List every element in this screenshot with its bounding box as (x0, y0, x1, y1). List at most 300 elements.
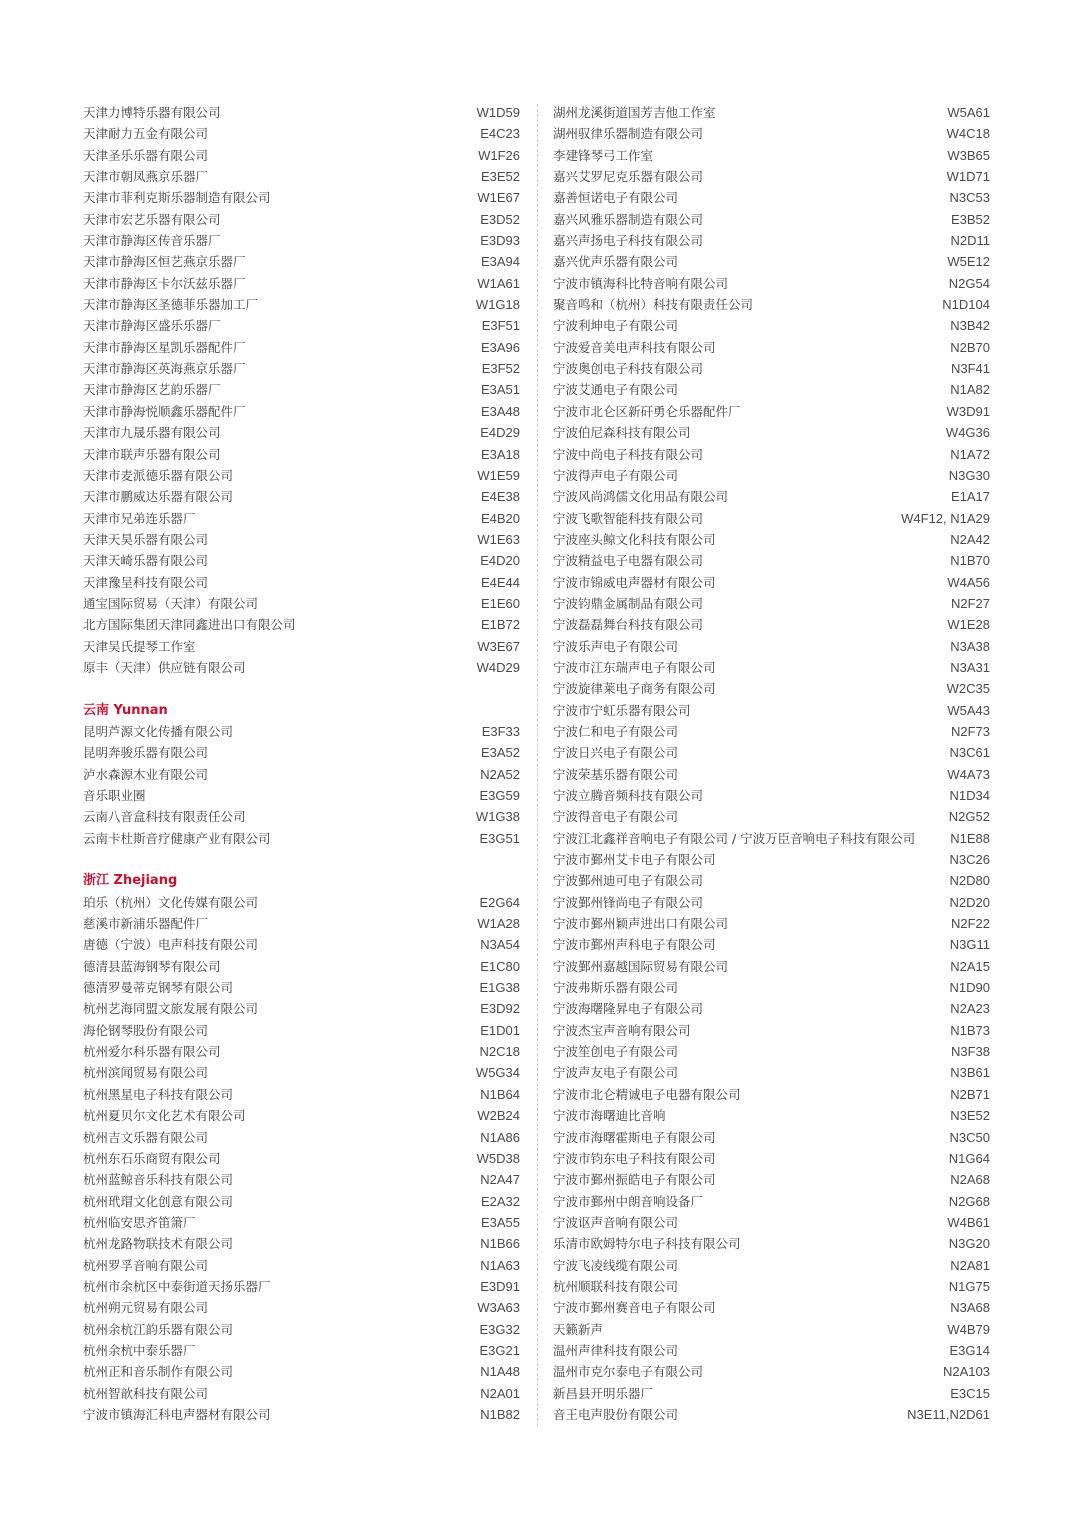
exhibitor-name: 天津天昊乐器有限公司 (83, 531, 209, 547)
exhibitor-name: 天籁新声 (553, 1321, 604, 1337)
booth-number: W4D29 (476, 659, 520, 675)
exhibitor-row (83, 1297, 520, 1318)
exhibitor-name: 云南八音盒科技有限责任公司 (83, 809, 246, 825)
booth-number: E3A94 (480, 254, 520, 270)
exhibitor-name: 昆明芦源文化传播有限公司 (83, 723, 234, 739)
exhibitor-row (553, 209, 990, 230)
booth-number: N2A42 (950, 531, 990, 547)
exhibitor-row (553, 614, 990, 635)
exhibitor-row (553, 742, 990, 763)
booth-number: N3A38 (950, 638, 990, 654)
exhibitor-name: 宁波钧鼎金属制品有限公司 (553, 595, 704, 611)
exhibitor-name: 杭州东石乐商贸有限公司 (83, 1150, 221, 1166)
booth-number: N1A82 (950, 382, 990, 398)
booth-number: N2F22 (950, 916, 990, 932)
exhibitor-row (83, 614, 520, 635)
exhibitor-row (553, 422, 990, 443)
exhibitor-name: 天津市静海区恒艺燕京乐器厂 (83, 254, 246, 270)
exhibitor-row (553, 379, 990, 400)
exhibitor-row (553, 337, 990, 358)
exhibitor-row (553, 1319, 990, 1340)
exhibitor-name: 宁波声友电子有限公司 (553, 1065, 679, 1081)
booth-number: N1B82 (480, 1406, 520, 1422)
booth-number: E3C15 (950, 1385, 990, 1401)
booth-number: N2A52 (480, 766, 520, 782)
exhibitor-name: 唐德（宁波）电声科技有限公司 (83, 937, 259, 953)
exhibitor-name: 天津市鹏威达乐器有限公司 (83, 489, 234, 505)
booth-number: W2B24 (477, 1108, 520, 1124)
exhibitor-name: 宁波伯尼森科技有限公司 (553, 425, 691, 441)
exhibitor-name: 天津市静海区英海燕京乐器厂 (83, 361, 246, 377)
exhibitor-row (553, 1020, 990, 1041)
exhibitor-name: 宁波立腾音频科技有限公司 (553, 788, 704, 803)
booth-number: E4E44 (480, 574, 520, 590)
exhibitor-row (553, 1191, 990, 1212)
exhibitor-name: 杭州夏贝尔文化艺术有限公司 (83, 1108, 246, 1124)
booth-number: E3G32 (479, 1321, 520, 1337)
zhejiang-exhibitor-list (83, 892, 520, 1426)
exhibitor-row (83, 1191, 520, 1212)
exhibitor-row (553, 956, 990, 977)
booth-number: N1A72 (950, 446, 990, 462)
exhibitor-name: 音王电声股份有限公司 (553, 1406, 679, 1422)
zhejiang-heading: 浙江 Zhejiang (83, 873, 178, 889)
booth-number: N3E52 (950, 1108, 990, 1124)
exhibitor-row (83, 294, 520, 315)
exhibitor-name: 乐清市欧姆特尔电子科技有限公司 (553, 1236, 741, 1252)
exhibitor-row (553, 294, 990, 315)
exhibitor-name: 宁波市鄞州中朗音响设备厂 (553, 1193, 704, 1209)
booth-number: W1A28 (477, 916, 520, 932)
exhibitor-name: 宁波中尚电子科技有限公司 (553, 446, 704, 462)
exhibitor-row (553, 251, 990, 272)
exhibitor-row (553, 444, 990, 465)
booth-number: E3A18 (480, 446, 520, 462)
booth-number: W1A61 (477, 275, 520, 291)
exhibitor-row (83, 1084, 520, 1105)
exhibitor-name: 宁波市宁虹乐器有限公司 (553, 702, 691, 718)
booth-number: N1B73 (950, 1022, 990, 1038)
booth-number: N2G54 (948, 275, 990, 291)
exhibitor-name: 天津市兄弟连乐器厂 (83, 510, 196, 526)
booth-number: N2A15 (950, 958, 990, 974)
exhibitor-name: 宁波得音电子有限公司 (553, 809, 679, 825)
exhibitor-name: 宁波市鄞州声科电子有限公司 (553, 937, 716, 953)
exhibitor-name: 宁波市锦威电声器材有限公司 (553, 574, 716, 590)
exhibitor-name: 宁波市北仑区新矸勇仑乐器配件厂 (553, 403, 741, 419)
booth-number: E3G51 (479, 830, 520, 846)
exhibitor-row (83, 1062, 520, 1083)
exhibitor-row (553, 1212, 990, 1233)
booth-number: W5G34 (475, 1065, 520, 1081)
exhibitor-row (83, 742, 520, 763)
exhibitor-row (83, 1212, 520, 1233)
exhibitor-name: 宁波利坤电子有限公司 (553, 318, 679, 334)
exhibitor-name: 宁波市鄞州振皓电子有限公司 (553, 1172, 716, 1188)
booth-number: E3G14 (949, 1342, 990, 1358)
booth-number: E2A32 (480, 1193, 520, 1209)
exhibitor-name: 天津力博特乐器有限公司 (83, 105, 221, 120)
exhibitor-row (83, 102, 520, 123)
booth-number: N2A47 (480, 1172, 520, 1188)
booth-number: W2C35 (946, 681, 990, 697)
exhibitor-name: 珀乐（杭州）文化传媒有限公司 (83, 894, 259, 910)
booth-number: W1G38 (475, 809, 520, 825)
exhibitor-name: 嘉兴声扬电子科技有限公司 (553, 233, 704, 249)
exhibitor-name: 杭州蓝鲸音乐科技有限公司 (83, 1172, 234, 1188)
exhibitor-name: 宁波精益电子电器有限公司 (553, 553, 704, 569)
exhibitor-name: 杭州正和音乐制作有限公司 (83, 1364, 234, 1380)
section-spacer (83, 849, 520, 870)
exhibitor-row (553, 913, 990, 934)
exhibitor-name: 泸水森源木业有限公司 (83, 766, 209, 782)
exhibitor-name: 宁波仁和电子有限公司 (553, 723, 679, 739)
yunnan-exhibitor-list (83, 721, 520, 849)
booth-number: E3F33 (481, 723, 520, 739)
booth-number: W4B79 (947, 1321, 990, 1337)
booth-number: N2F73 (950, 723, 990, 739)
exhibitor-name: 宁波市镇海科比特音响有限公司 (553, 275, 729, 291)
exhibitor-name: 海伦钢琴股份有限公司 (83, 1022, 209, 1038)
exhibitor-row (83, 486, 520, 507)
exhibitor-row (553, 1404, 990, 1425)
exhibitor-name: 杭州余杭中泰乐器厂 (83, 1342, 196, 1358)
booth-number: N2D11 (950, 233, 990, 249)
exhibitor-row (553, 700, 990, 721)
exhibitor-name: 音乐职业圈 (83, 788, 146, 803)
exhibitor-row (553, 486, 990, 507)
exhibitor-row (83, 1255, 520, 1276)
exhibitor-name: 杭州玳瑁文化创意有限公司 (83, 1193, 234, 1209)
exhibitor-row (553, 166, 990, 187)
booth-number: E3A48 (480, 403, 520, 419)
exhibitor-name: 宁波鄞州锋尚电子有限公司 (553, 894, 704, 910)
exhibitor-name: 宁波讴声音响有限公司 (553, 1214, 679, 1230)
exhibitor-name: 德清县蓝海钢琴有限公司 (83, 958, 221, 974)
booth-number: E3G21 (479, 1342, 520, 1358)
exhibitor-row (553, 1062, 990, 1083)
exhibitor-name: 宁波市鄞州赛音电子有限公司 (553, 1300, 716, 1316)
exhibitor-name: 新昌县开明乐器厂 (553, 1385, 654, 1401)
exhibitor-row (553, 529, 990, 550)
booth-number: W1E67 (477, 190, 520, 206)
exhibitor-row (83, 1233, 520, 1254)
exhibitor-name: 杭州滨闻贸易有限公司 (83, 1065, 209, 1081)
booth-number: E3F52 (481, 361, 520, 377)
exhibitor-name: 宁波市钧东电子科技有限公司 (553, 1150, 716, 1166)
exhibitor-row (83, 721, 520, 742)
exhibitor-name: 宁波弗斯乐器有限公司 (553, 980, 679, 996)
exhibitor-name: 昆明奔骏乐器有限公司 (83, 745, 209, 761)
exhibitor-row (553, 998, 990, 1019)
booth-number: N3C50 (949, 1129, 990, 1145)
booth-number: W5D38 (476, 1150, 520, 1166)
booth-number: N1D90 (949, 980, 990, 996)
yunnan-heading: 云南 Yunnan (83, 702, 168, 718)
booth-number: N2G68 (948, 1193, 990, 1209)
booth-number: E4D29 (480, 425, 520, 441)
booth-number: E3F51 (481, 318, 520, 334)
zhejiang-exhibitor-list-continued (553, 102, 990, 1425)
exhibitor-row (83, 998, 520, 1019)
booth-number: W3B65 (947, 147, 990, 163)
exhibitor-name: 杭州市余杭区中泰街道天扬乐器厂 (83, 1278, 271, 1294)
exhibitor-name: 天津市静海区圣德菲乐器加工厂 (83, 297, 259, 313)
booth-number: W5A61 (947, 105, 990, 120)
booth-number: E3G59 (479, 788, 520, 803)
booth-number: W4B61 (947, 1214, 990, 1230)
exhibitor-name: 天津市静海区星凯乐器配件厂 (83, 339, 246, 355)
exhibitor-row (83, 209, 520, 230)
booth-number: W1E28 (947, 617, 990, 633)
booth-number: N1D34 (949, 788, 990, 803)
exhibitor-name: 天津市静海区盛乐乐器厂 (83, 318, 221, 334)
exhibitor-row (553, 1105, 990, 1126)
exhibitor-row (83, 444, 520, 465)
exhibitor-name: 天津市静海悦顺鑫乐器配件厂 (83, 403, 246, 419)
exhibitor-name: 嘉兴优声乐器有限公司 (553, 254, 679, 270)
exhibitor-row (553, 315, 990, 336)
exhibitor-row (553, 230, 990, 251)
exhibitor-row (83, 508, 520, 529)
exhibitor-name: 宁波荣基乐器有限公司 (553, 766, 679, 782)
exhibitor-name: 宁波乐声电子有限公司 (553, 638, 679, 654)
booth-number: N2D20 (949, 894, 990, 910)
exhibitor-row (83, 1340, 520, 1361)
exhibitor-name: 宁波市北仑精诚电子电器有限公司 (553, 1086, 741, 1102)
exhibitor-row (553, 1084, 990, 1105)
booth-number: N3A68 (950, 1300, 990, 1316)
booth-number: W5E12 (947, 254, 990, 270)
exhibitor-name: 宁波得声电子有限公司 (553, 467, 679, 483)
booth-number: W4A73 (947, 766, 990, 782)
column-divider (537, 104, 538, 1426)
exhibitor-name: 宁波奥创电子科技有限公司 (553, 361, 704, 377)
exhibitor-name: 宁波磊磊舞台科技有限公司 (553, 617, 704, 633)
booth-number: N2A103 (943, 1364, 990, 1380)
exhibitor-row (83, 1127, 520, 1148)
exhibitor-name: 温州市克尔泰电子有限公司 (553, 1364, 704, 1380)
exhibitor-name: 天津天崎乐器有限公司 (83, 553, 209, 569)
exhibitor-row (83, 1020, 520, 1041)
exhibitor-name: 宁波市鄞州颖声进出口有限公司 (553, 916, 729, 932)
exhibitor-row (83, 251, 520, 272)
booth-number: N1A86 (480, 1129, 520, 1145)
exhibitor-row (83, 230, 520, 251)
booth-number: N3G30 (948, 467, 990, 483)
exhibitor-row (553, 892, 990, 913)
exhibitor-name: 云南卡杜斯音疗健康产业有限公司 (83, 830, 271, 846)
booth-number: E3A52 (480, 745, 520, 761)
booth-number: W3A63 (477, 1300, 520, 1316)
booth-number: W4A56 (947, 574, 990, 590)
booth-number: N3C53 (949, 190, 990, 206)
exhibitor-row (553, 123, 990, 144)
booth-number: N1A63 (480, 1257, 520, 1273)
exhibitor-row (83, 806, 520, 827)
exhibitor-name: 宁波市海曙迪比音响 (553, 1108, 666, 1124)
exhibitor-name: 杭州余杭江韵乐器有限公司 (83, 1321, 234, 1337)
exhibitor-name: 宁波飞凌线缆有限公司 (553, 1257, 679, 1273)
booth-number: E3D92 (480, 1001, 520, 1017)
exhibitor-row (553, 102, 990, 123)
exhibitor-row (83, 956, 520, 977)
exhibitor-row (83, 401, 520, 422)
tianjin-exhibitor-list (83, 102, 520, 678)
exhibitor-name: 天津市静海区传音乐器厂 (83, 233, 221, 249)
exhibitor-row (83, 1105, 520, 1126)
exhibitor-row (83, 913, 520, 934)
right-column (553, 102, 990, 1425)
exhibitor-name: 天津市联声乐器有限公司 (83, 446, 221, 462)
booth-number: N3G20 (948, 1236, 990, 1252)
exhibitor-name: 天津豫呈科技有限公司 (83, 574, 209, 590)
exhibitor-row (553, 1340, 990, 1361)
booth-number: E1E60 (480, 595, 520, 611)
exhibitor-row (83, 785, 520, 806)
exhibitor-name: 天津市麦派德乐器有限公司 (83, 467, 234, 483)
exhibitor-row (553, 934, 990, 955)
exhibitor-row (553, 401, 990, 422)
exhibitor-row (553, 593, 990, 614)
exhibitor-row (553, 657, 990, 678)
booth-number: N3A54 (480, 937, 520, 953)
booth-number: W1G18 (475, 297, 520, 313)
booth-number: W5A43 (947, 702, 990, 718)
booth-number: E4B20 (480, 510, 520, 526)
booth-number: N1B64 (480, 1086, 520, 1102)
exhibitor-name: 天津市静海区卡尔沃兹乐器厂 (83, 275, 246, 291)
booth-number: E3B52 (950, 211, 990, 227)
section-spacer (83, 678, 520, 699)
exhibitor-row (553, 550, 990, 571)
exhibitor-name: 宁波爱音美电声科技有限公司 (553, 339, 716, 355)
exhibitor-row (83, 273, 520, 294)
booth-number: N1A48 (480, 1364, 520, 1380)
exhibitor-row (553, 1233, 990, 1254)
booth-number: W1F26 (478, 147, 520, 163)
exhibitor-name: 宁波艾通电子有限公司 (553, 382, 679, 398)
exhibitor-name: 原丰（天津）供应链有限公司 (83, 659, 246, 675)
exhibitor-row (83, 1148, 520, 1169)
booth-number: N1B66 (480, 1236, 520, 1252)
booth-number: E1G38 (479, 980, 520, 996)
exhibitor-row (553, 1255, 990, 1276)
booth-number: N1E88 (950, 830, 990, 846)
exhibitor-row (553, 977, 990, 998)
exhibitor-name: 宁波杰宝声音响有限公司 (553, 1022, 691, 1038)
exhibitor-name: 宁波座头鲸文化科技有限公司 (553, 531, 716, 547)
exhibitor-row (83, 337, 520, 358)
booth-number: E1B72 (480, 617, 520, 633)
exhibitor-name: 天津市宏艺乐器有限公司 (83, 211, 221, 227)
exhibitor-row (553, 1148, 990, 1169)
exhibitor-row (83, 145, 520, 166)
booth-number: E3E52 (480, 169, 520, 185)
exhibitor-name: 嘉兴艾罗尼克乐器有限公司 (553, 169, 704, 185)
booth-number: W1E63 (477, 531, 520, 547)
exhibitor-row (553, 806, 990, 827)
booth-number: N1G64 (948, 1150, 990, 1166)
exhibitor-name: 天津吴氏提琴工作室 (83, 638, 196, 654)
exhibitor-row (83, 892, 520, 913)
exhibitor-row (83, 422, 520, 443)
booth-number: W3D91 (946, 403, 990, 419)
exhibitor-row (553, 1383, 990, 1404)
exhibitor-row (553, 764, 990, 785)
exhibitor-row (553, 273, 990, 294)
exhibitor-row (553, 1361, 990, 1382)
booth-number: N3E11,N2D61 (907, 1406, 990, 1422)
booth-number: N2A01 (480, 1385, 520, 1401)
exhibitor-row (83, 358, 520, 379)
exhibitor-row (83, 1361, 520, 1382)
exhibitor-name: 杭州爱尔科乐器有限公司 (83, 1044, 221, 1060)
exhibitor-name: 宁波鄞州迪可电子有限公司 (553, 873, 704, 889)
booth-number: N3B42 (950, 318, 990, 334)
exhibitor-row (83, 934, 520, 955)
booth-number: N2G52 (948, 809, 990, 825)
exhibitor-name: 宁波市镇海汇科电声器材有限公司 (83, 1406, 271, 1422)
exhibitor-row (553, 678, 990, 699)
exhibitor-row (83, 572, 520, 593)
booth-number: N2C18 (479, 1044, 520, 1060)
exhibitor-row (83, 828, 520, 849)
booth-number: N3F41 (950, 361, 990, 377)
exhibitor-name: 宁波市鄞州艾卡电子有限公司 (553, 852, 716, 868)
booth-number: W4G36 (945, 425, 990, 441)
exhibitor-row (553, 849, 990, 870)
exhibitor-row (553, 636, 990, 657)
booth-number: E1A17 (950, 489, 990, 505)
exhibitor-name: 天津市九晟乐器有限公司 (83, 425, 221, 441)
exhibitor-row (553, 1041, 990, 1062)
booth-number: N1G75 (948, 1278, 990, 1294)
exhibitor-name: 杭州吉文乐器有限公司 (83, 1129, 209, 1145)
exhibitor-name: 杭州艺海同盟文旅发展有限公司 (83, 1001, 259, 1017)
exhibitor-name: 天津市静海区艺韵乐器厂 (83, 382, 221, 398)
exhibitor-name: 宁波旋律莱电子商务有限公司 (553, 681, 716, 697)
booth-number: W3E67 (477, 638, 520, 654)
booth-number: W1D71 (946, 169, 990, 185)
booth-number: E1D01 (480, 1022, 520, 1038)
exhibitor-name: 宁波笙创电子有限公司 (553, 1044, 679, 1060)
booth-number: N1B70 (950, 553, 990, 569)
booth-number: E4E38 (480, 489, 520, 505)
exhibitor-name: 温州声律科技有限公司 (553, 1342, 679, 1358)
left-column (83, 102, 520, 1425)
booth-number: N2A68 (950, 1172, 990, 1188)
exhibitor-row (83, 465, 520, 486)
booth-number: N2F27 (950, 595, 990, 611)
booth-number: N3C26 (949, 852, 990, 868)
booth-number: N3G11 (949, 937, 990, 953)
exhibitor-row (553, 465, 990, 486)
booth-number: E4D20 (480, 553, 520, 569)
exhibitor-name: 杭州顺联科技有限公司 (553, 1278, 679, 1294)
exhibitor-name: 李建锋琴弓工作室 (553, 147, 654, 163)
exhibitor-row (83, 1319, 520, 1340)
booth-number: N3B61 (950, 1065, 990, 1081)
exhibitor-name: 宁波鄞州嘉越国际贸易有限公司 (553, 958, 729, 974)
booth-number: W1E59 (477, 467, 520, 483)
exhibitor-row (83, 1404, 520, 1425)
booth-number: E3A96 (480, 339, 520, 355)
exhibitor-row (83, 764, 520, 785)
booth-number: E2G64 (479, 894, 520, 910)
booth-number: E3D91 (480, 1278, 520, 1294)
exhibitor-name: 杭州罗孚音响有限公司 (83, 1257, 209, 1273)
